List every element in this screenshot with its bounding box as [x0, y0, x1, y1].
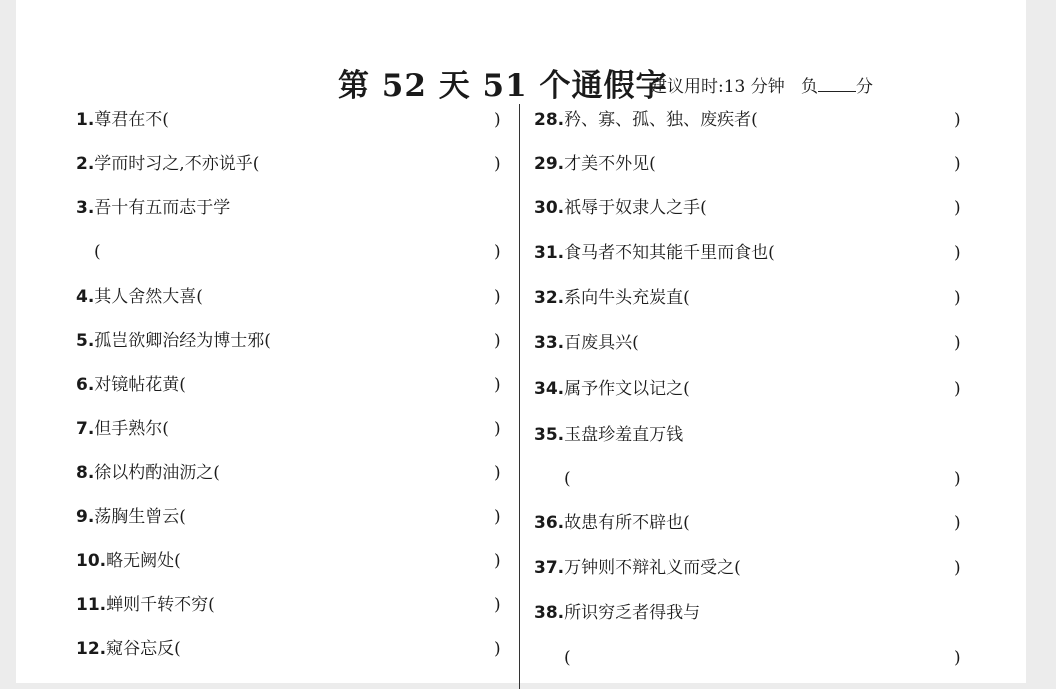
item-number: 35. — [534, 425, 565, 445]
answer-close-paren: ) — [494, 287, 501, 307]
answer-close-paren: ) — [954, 558, 961, 578]
answer-close-paren: ) — [494, 242, 501, 262]
item-text: 对镜帖花黄( — [94, 375, 186, 395]
item-number: 11. — [76, 595, 107, 615]
item-number: 28. — [534, 110, 565, 130]
item-number: 34. — [534, 379, 565, 399]
answer-close-paren: ) — [494, 375, 501, 395]
score-suffix: 分 — [855, 77, 873, 97]
answer-close-paren: ) — [954, 243, 961, 263]
item-text: 万钟则不辩礼义而受之( — [564, 558, 741, 578]
item-text: 蝉则千转不穷( — [106, 595, 215, 615]
item-text: 才美不外见( — [564, 154, 656, 174]
score-prefix: 负 — [800, 77, 818, 97]
answer-close-paren: ) — [494, 639, 501, 659]
answer-close-paren: ) — [494, 110, 501, 130]
answer-close-paren: ) — [494, 331, 501, 351]
exercise-item — [76, 546, 181, 576]
item-text: 孤岂欲卿治经为博士邪( — [94, 331, 271, 351]
answer-open-paren: ( — [94, 242, 101, 262]
exercise-item — [76, 414, 169, 444]
item-number: 10. — [76, 551, 107, 571]
item-text: 吾十有五而志于学 — [94, 198, 231, 218]
exercise-item — [76, 193, 230, 223]
title-meta — [650, 72, 873, 97]
suggested-time: 建议用时:13 分钟 — [650, 77, 785, 97]
score-blank — [818, 77, 856, 92]
exercise-item — [76, 105, 169, 135]
item-number: 32. — [534, 288, 565, 308]
item-number: 30. — [534, 198, 565, 218]
answer-close-paren: ) — [494, 154, 501, 174]
answer-close-paren: ) — [494, 551, 501, 571]
item-text: 略无阙处( — [106, 551, 181, 571]
answer-close-paren: ) — [954, 379, 961, 399]
item-number: 8. — [76, 463, 95, 483]
item-text: 但手熟尔( — [94, 419, 169, 439]
answer-close-paren: ) — [954, 333, 961, 353]
exercise-item — [76, 370, 186, 400]
item-text: 食马者不知其能千里而食也( — [564, 243, 775, 263]
item-number: 12. — [76, 639, 107, 659]
item-text: 窥谷忘反( — [106, 639, 181, 659]
item-text: 属予作文以记之( — [564, 379, 690, 399]
exercise-item — [76, 590, 215, 620]
exercise-item — [534, 328, 639, 358]
item-text: 百废具兴( — [564, 333, 639, 353]
exercise-item — [534, 105, 758, 135]
answer-close-paren: ) — [954, 198, 961, 218]
item-number: 29. — [534, 154, 565, 174]
exercise-item — [534, 598, 700, 628]
item-number: 5. — [76, 331, 95, 351]
answer-close-paren: ) — [494, 419, 501, 439]
exercise-item — [76, 149, 259, 179]
item-text: 祇辱于奴隶人之手( — [564, 198, 707, 218]
exercise-item — [76, 326, 271, 356]
answer-open-paren: ( — [564, 648, 571, 668]
item-number: 6. — [76, 375, 95, 395]
exercise-item — [76, 634, 181, 664]
item-text: 系向牛头充炭直( — [564, 288, 690, 308]
header — [16, 56, 1026, 104]
item-text: 尊君在不( — [94, 110, 169, 130]
answer-close-paren: ) — [494, 595, 501, 615]
item-number: 2. — [76, 154, 95, 174]
exercise-item — [76, 458, 220, 488]
item-number: 31. — [534, 243, 565, 263]
exercise-item — [534, 149, 656, 179]
item-number: 7. — [76, 419, 95, 439]
item-text: 学而时习之,不亦说乎( — [94, 154, 260, 174]
item-text: 徐以杓酌油沥之( — [94, 463, 220, 483]
exercise-item — [534, 420, 683, 450]
answer-close-paren: ) — [494, 507, 501, 527]
item-number: 33. — [534, 333, 565, 353]
exercise-item — [534, 238, 775, 268]
answer-close-paren: ) — [954, 513, 961, 533]
answer-close-paren: ) — [494, 463, 501, 483]
exercise-item — [76, 502, 186, 532]
item-number: 1. — [76, 110, 95, 130]
exercise-item — [534, 374, 690, 404]
answer-open-paren: ( — [564, 469, 571, 489]
worksheet-page — [16, 0, 1026, 683]
item-text: 故患有所不辟也( — [564, 513, 690, 533]
answer-close-paren: ) — [954, 110, 961, 130]
item-number: 9. — [76, 507, 95, 527]
item-text: 其人舍然大喜( — [94, 287, 203, 307]
exercise-item — [534, 553, 741, 583]
answer-close-paren: ) — [954, 469, 961, 489]
page-title: 第 52 天 51 个通假字 — [338, 68, 668, 104]
item-text: 所识穷乏者得我与 — [564, 603, 701, 623]
item-number: 36. — [534, 513, 565, 533]
item-number: 37. — [534, 558, 565, 578]
exercise-item — [76, 282, 203, 312]
answer-close-paren: ) — [954, 288, 961, 308]
item-text: 玉盘珍羞直万钱 — [564, 425, 684, 445]
answer-close-paren: ) — [954, 154, 961, 174]
exercise-item — [534, 193, 707, 223]
answer-close-paren: ) — [954, 648, 961, 668]
column-divider — [519, 104, 520, 689]
item-number: 4. — [76, 287, 95, 307]
item-text: 荡胸生曾云( — [94, 507, 186, 527]
exercise-item — [534, 283, 690, 313]
exercise-item — [534, 508, 690, 538]
item-number: 3. — [76, 198, 95, 218]
item-number: 38. — [534, 603, 565, 623]
item-text: 矜、寡、孤、独、废疾者( — [564, 110, 758, 130]
